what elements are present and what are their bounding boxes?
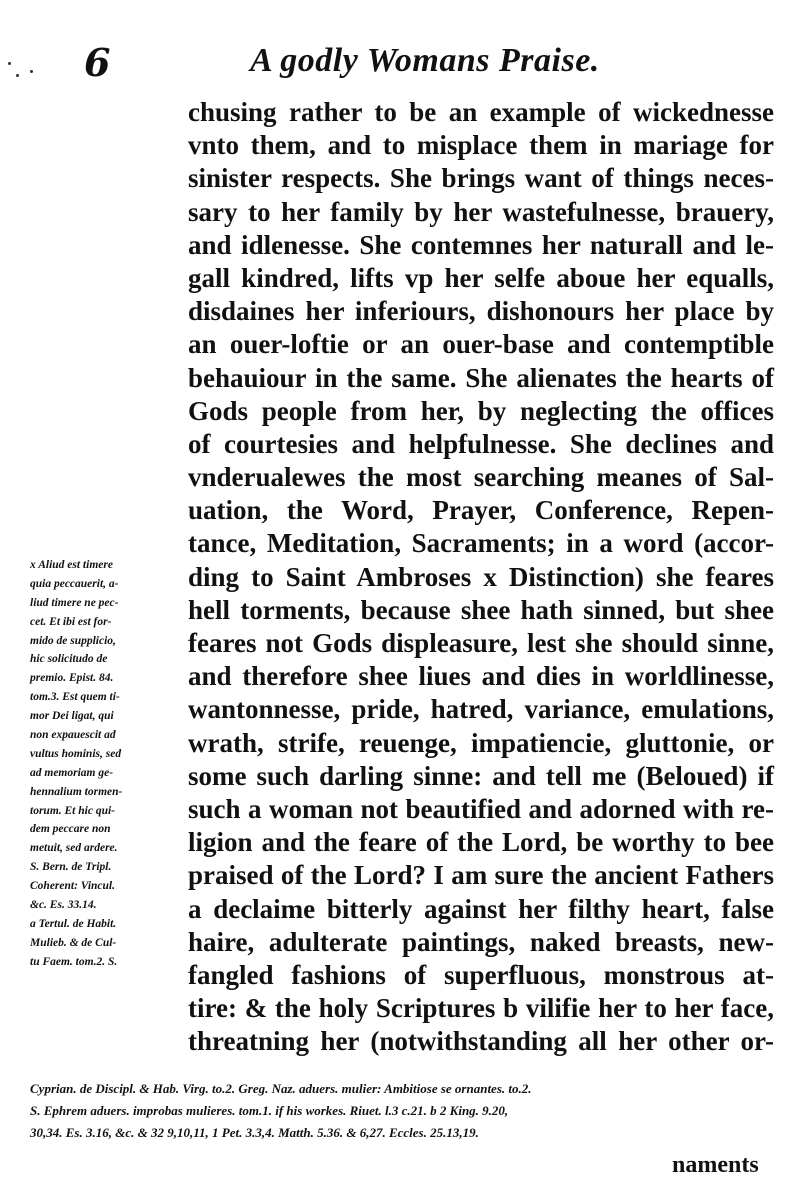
margin-note-line: quia peccauerit, a-: [30, 577, 119, 590]
body-line: a declaime bitterly against her filthy heart, false: [188, 893, 774, 924]
body-line: behauiour in the same. She alienates the hearts of: [188, 362, 774, 393]
margin-note-line: mido de supplicio,: [30, 634, 116, 647]
margin-note-line: hennalium tormen-: [30, 785, 123, 798]
footnote-line: 30,34. Es. 3.16, &c. & 32 9,10,11, 1 Pet. 3.3,4. Matth. 5.36. & 6,27. Eccles. 25.13,19.: [30, 1125, 479, 1140]
margin-note-line: Coherent: Vincul.: [30, 880, 115, 893]
body-line: disdaines her inferiours, dishonours her place by: [188, 296, 774, 327]
body-line: feares not Gods displeasure, lest she should sinne,: [188, 628, 774, 658]
body-line: of courtesies and helpfulnesse. She declines and: [188, 428, 774, 459]
margin-note-line: tu Faem. tom.2. S.: [30, 955, 118, 968]
margin-note-line: liud timere ne pec-: [30, 596, 119, 609]
footnote-line: S. Ephrem aduers. improbas mulieres. tom.1. if his workes. Riuet. l.3 c.21. b 2 King. 9.20,: [30, 1103, 509, 1118]
body-line: uation, the Word, Prayer, Conference, Repen-: [188, 495, 774, 526]
footnote-line: Cyprian. de Discipl. & Hab. Virg. to.2. Greg. Naz. aduers. mulier: Ambitiose se ornantes. to.2.: [30, 1081, 532, 1096]
body-line: wantonnesse, pride, hatred, variance, emulations,: [188, 694, 774, 725]
body-line: haire, adulterate paintings, naked breasts, new-: [188, 926, 774, 957]
margin-note-line: cet. Et ibi est for-: [30, 615, 112, 628]
body-line: gall kindred, lifts vp her selfe aboue her equalls,: [188, 262, 774, 293]
margin-note-line: ad memoriam ge-: [30, 766, 114, 779]
margin-note-line: mor Dei ligat, qui: [30, 710, 114, 723]
margin-note-line: metuit, sed ardere.: [30, 842, 118, 855]
body-line: wrath, strife, reuenge, impatiencie, gluttonie, or: [188, 727, 774, 758]
running-title: A godly Womans Praise.: [250, 42, 600, 79]
body-line: vnto them, and to misplace them in mariage for: [188, 130, 774, 161]
scan-speck: [8, 62, 11, 65]
margin-notes: [30, 556, 180, 972]
body-line: tance, Meditation, Sacraments; in a word (accor-: [188, 528, 774, 559]
margin-note-line: x Aliud est timere: [30, 559, 113, 571]
body-line: and idlenesse. She contemnes her naturall and le-: [188, 229, 774, 260]
body-line: an ouer-loftie or an ouer-base and contemptible: [188, 329, 774, 360]
margin-note-line: vultus hominis, sed: [30, 747, 122, 760]
page-number: 6: [84, 40, 111, 85]
body-line: some such darling sinne: and tell me (Beloued) if: [188, 760, 774, 791]
body-line: hell torments, because shee hath sinned, but shee: [188, 594, 774, 625]
body-line: Gods people from her, by neglecting the offices: [188, 395, 774, 426]
body-line: praised of the Lord? I am sure the ancient Fathers: [188, 860, 774, 891]
main-text-block: [188, 96, 774, 1058]
margin-note-line: torum. Et hic qui-: [30, 804, 115, 817]
body-line: sinister respects. She brings want of things neces-: [188, 163, 774, 194]
body-line: fangled fashions of superfluous, monstrous at-: [188, 959, 774, 990]
body-line: such a woman not beautified and adorned with re-: [188, 793, 774, 824]
margin-note-line: Mulieb. & de Cul-: [30, 936, 117, 949]
body-line: vnderualewes the most searching meanes of Sal-: [188, 462, 774, 493]
footnotes: [30, 1078, 770, 1144]
body-line: threatning her (notwithstanding all her other or-: [188, 1026, 774, 1057]
body-line: ding to Saint Ambroses x Distinction) she feares: [188, 561, 774, 592]
margin-note-line: premio. Epist. 84.: [30, 672, 114, 685]
body-line: tire: & the holy Scriptures b vilifie her to her face,: [188, 993, 774, 1024]
margin-note-line: dem peccare non: [30, 823, 111, 836]
body-line: sary to her family by her wastefulnesse, brauery,: [188, 196, 774, 227]
catchword: naments: [672, 1152, 759, 1178]
margin-note-line: &c. Es. 33.14.: [30, 899, 97, 912]
margin-note-line: non expauescit ad: [30, 729, 116, 742]
margin-note-line: hic solicitudo de: [30, 653, 108, 666]
body-line: and therefore shee liues and dies in worldlinesse,: [188, 661, 774, 692]
scan-speck: [16, 74, 19, 77]
scan-speck: [30, 70, 33, 73]
margin-note-line: tom.3. Est quem ti-: [30, 691, 120, 704]
body-line: chusing rather to be an example of wickednesse: [188, 97, 774, 127]
margin-note-line: S. Bern. de Tripl.: [30, 861, 112, 874]
margin-note-line: a Tertul. de Habit.: [30, 917, 117, 930]
body-line: ligion and the feare of the Lord, be worthy to bee: [188, 827, 774, 858]
